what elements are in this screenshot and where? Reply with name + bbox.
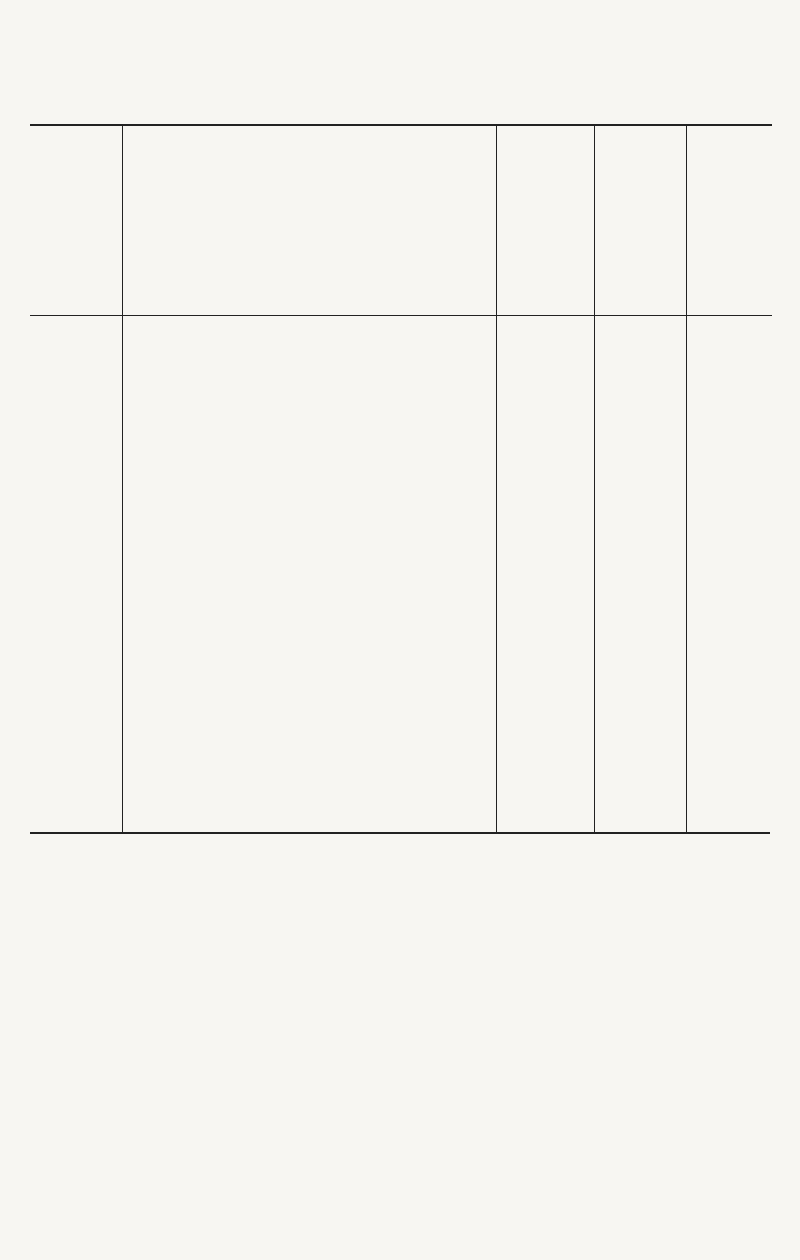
table-row [0,755,800,781]
table-row [0,445,800,471]
table-row [0,470,800,496]
table-row [0,655,800,681]
table-row [0,495,800,575]
table-row [0,680,800,706]
table-row [0,395,800,421]
table-row [0,420,800,446]
table-row [0,705,800,731]
table-row [0,370,800,396]
table-row [0,730,800,756]
bottom-rule [30,832,770,834]
top-rule [30,124,772,126]
header-rule [30,315,772,316]
